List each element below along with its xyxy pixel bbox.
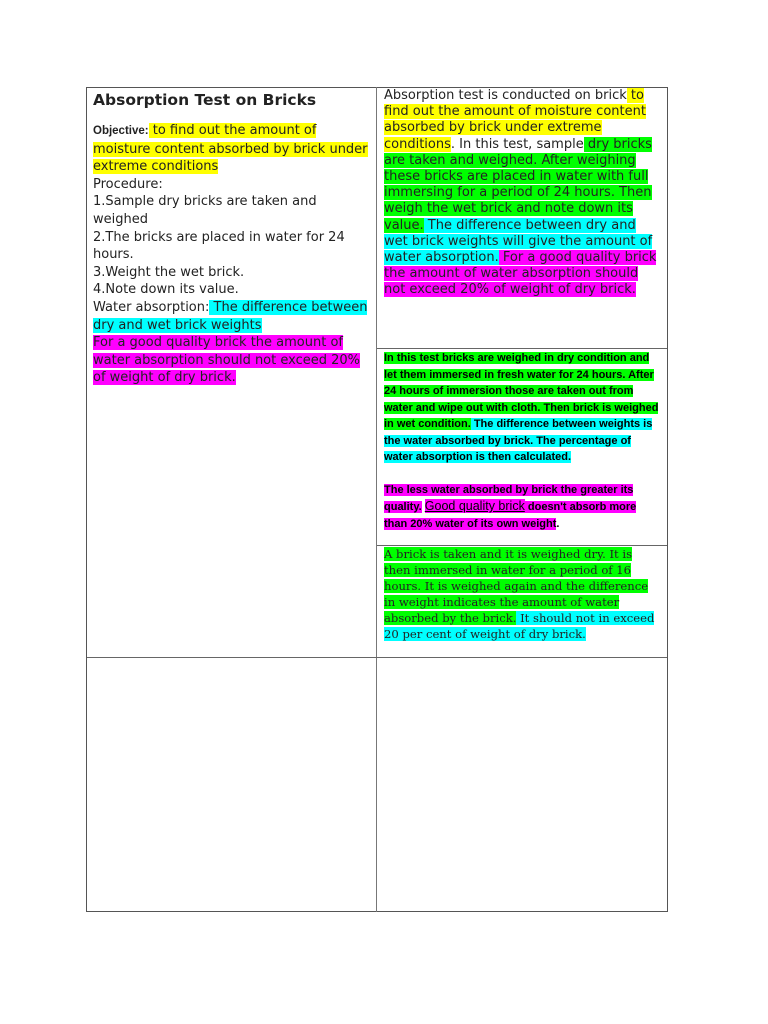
row-divider-right-1 xyxy=(377,348,667,349)
section-title: Absorption Test on Bricks xyxy=(93,91,317,109)
water-absorption-label: Water absorption: xyxy=(93,299,210,315)
right3-procedure: A brick is taken and it is weighed dry. It is then immersed in water for a period of 16 hours. It is weighed again and the difference in weight indicates the amount of water absorbed by the brick. xyxy=(384,547,649,625)
right1-paragraph xyxy=(384,88,662,299)
right2-paragraph-2 xyxy=(384,482,662,533)
quality-paragraph xyxy=(93,334,373,387)
procedure-label: Procedure: xyxy=(93,176,163,192)
procedure-step: 4.Note down its value. xyxy=(93,282,239,298)
right-cell-1 xyxy=(384,88,662,346)
left-cell xyxy=(93,90,373,387)
good-quality-brick-link[interactable]: Good quality brick xyxy=(424,499,525,513)
right2-end: . xyxy=(556,517,560,530)
right3-limit: It should not in exceed 20 per cent of weight of dry brick. xyxy=(384,611,655,641)
objective-label: Objective: xyxy=(93,125,149,137)
empty-cell-bottom-right xyxy=(377,658,667,911)
objective-paragraph xyxy=(93,122,373,176)
spacer xyxy=(384,466,662,482)
right1-mid: . In this test, sample xyxy=(450,136,584,152)
procedure-step: 1.Sample dry bricks are taken and weighed xyxy=(93,194,317,227)
quality-text: For a good quality brick the amount of water absorption should not exceed 20% of weight of dry brick. xyxy=(93,335,361,386)
right1-objective: to find out the amount of moisture content absorbed by brick under extreme conditions xyxy=(384,88,646,152)
left-body xyxy=(93,122,373,387)
right2-procedure: In this test bricks are weighed in dry condition and let them immersed in fresh water for 24 hours. After 24 hours of immersion those are taken out from water and wipe out with cloth. Then brick is weighed in wet condition. xyxy=(384,352,659,430)
objective-text: to find out the amount of moisture content absorbed by brick under extreme conditions xyxy=(93,123,368,175)
right2-paragraph-1 xyxy=(384,350,662,466)
right1-procedure: dry bricks are taken and weighed. After weighing these bricks are placed in water with full immersing for a period of 24 hours. Then weigh the wet brick and note down its value. xyxy=(384,136,652,233)
procedure-step: 3.Weight the wet brick. xyxy=(93,264,245,280)
right1-difference: The difference between dry and wet brick weights will give the amount of water absorption. xyxy=(384,217,653,266)
right1-intro: Absorption test is conducted on brick xyxy=(384,88,627,103)
right1-quality: For a good quality brick the amount of water absorption should not exceed 20% of weight of dry brick. xyxy=(384,250,657,298)
right-cell-2 xyxy=(384,350,662,543)
water-absorption-paragraph xyxy=(93,299,373,334)
water-absorption-text: The difference between dry and wet brick weights xyxy=(93,299,368,333)
right3-paragraph xyxy=(384,546,662,642)
right2-quality-a: The less water absorbed by brick the greater its quality. xyxy=(384,483,634,513)
right2-quality-b: doesn't absorb more than 20% water of its own weight xyxy=(384,501,637,530)
procedure-step: 2.The bricks are placed in water for 24 hours. xyxy=(93,229,345,263)
right-cell-3 xyxy=(384,546,662,656)
empty-cell-bottom-left xyxy=(87,658,376,911)
right2-difference: The difference between weights is the water absorbed by brick. The percentage of water absorption is then calculated. xyxy=(384,418,653,463)
